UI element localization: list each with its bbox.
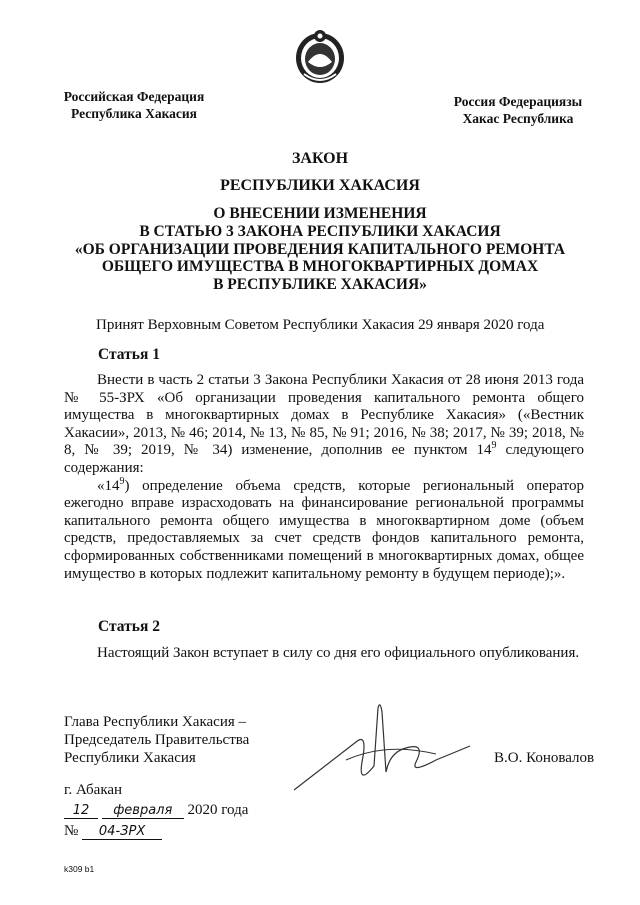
header-left bbox=[60, 88, 208, 122]
law-title-line1: ЗАКОН bbox=[291, 150, 349, 167]
subject-line4: ОБЩЕГО ИМУЩЕСТВА В МНОГОКВАРТИРНЫХ ДОМАХ bbox=[101, 258, 539, 276]
subject-line3: «ОБ ОРГАНИЗАЦИИ ПРОВЕДЕНИЯ КАПИТАЛЬНОГО РЕМОНТА bbox=[74, 240, 566, 258]
header-right-line2: Хакас Республика bbox=[462, 111, 574, 126]
handwritten-signature bbox=[286, 702, 476, 798]
subject-line5: В РЕСПУБЛИКЕ ХАКАСИЯ» bbox=[213, 276, 427, 294]
article1-title: Статья 1 bbox=[98, 346, 160, 363]
law-subject bbox=[0, 205, 640, 294]
article1-para1-text: Внести в часть 2 статьи 3 Закона Республики Хакасия от 28 июня 2013 года № 55-ЗРХ «Об организации проведения капитального ремонта общего имущества в многоквартирных домах в Республике Хакасия» («Вестник Хакасии», 2013, № 46; 2014, № 13, № 85, № 91; 2016, № 38; 2017, № 39; 2018, № 8, № 39; 2019, № 34) изменение, дополнив ее пунктом 14 bbox=[64, 372, 584, 459]
signatory-name: В.О. Коновалов bbox=[494, 750, 595, 766]
header-left-line1: Российская Федерация bbox=[63, 89, 205, 104]
date-day: 12 bbox=[64, 803, 98, 819]
law-title-line2: РЕСПУБЛИКИ ХАКАСИЯ bbox=[220, 177, 420, 194]
article1-para2-sup: 9 bbox=[119, 475, 125, 487]
number-line bbox=[64, 823, 162, 840]
adoption-note: Принят Верховным Советом Республики Хакасия 29 января 2020 года bbox=[96, 317, 545, 333]
article2-text: Настоящий Закон вступает в силу со дня его официального опубликования. bbox=[97, 645, 580, 661]
position-line3: Республики Хакасия bbox=[64, 750, 196, 766]
article1-body bbox=[64, 372, 584, 583]
law-number: 04-ЗРХ bbox=[82, 824, 162, 840]
position-line2: Председатель Правительства bbox=[64, 732, 250, 748]
article1-para1-text-end: следующего содержания: bbox=[64, 442, 584, 476]
footer-code: k309 b1 bbox=[64, 864, 95, 874]
emblem-icon bbox=[294, 28, 346, 84]
article1-para2-text: ) определение объема средств, которые региональный оператор ежегодно вправе израсходовать на финансирование региональной программы капитального ремонта общего имущества в многоквартирном доме (объем средств, предоставляемых за счет средств фондов капитального ремонта, сформированных собственниками помещений в многоквартирных домах, общее имущество в которых подлежит капитальному ремонту в будущем периоде);». bbox=[64, 477, 584, 582]
city: г. Абакан bbox=[64, 782, 123, 798]
subject-line2: В СТАТЬЮ 3 ЗАКОНА РЕСПУБЛИКИ ХАКАСИЯ bbox=[139, 222, 501, 240]
subject-line1: О ВНЕСЕНИИ ИЗМЕНЕНИЯ bbox=[213, 205, 427, 222]
date-month: февраля bbox=[102, 803, 184, 819]
date-year: 2020 года bbox=[187, 802, 249, 818]
header-right bbox=[448, 93, 588, 127]
article1-para2 bbox=[64, 475, 584, 584]
article1-para1 bbox=[64, 372, 584, 478]
article2-title: Статья 2 bbox=[98, 618, 160, 635]
signatory-position bbox=[64, 713, 249, 767]
article1-para1-sup: 9 bbox=[491, 440, 497, 452]
header-right-line1: Россия Федерациязы bbox=[453, 94, 583, 109]
number-label: № bbox=[64, 823, 79, 839]
header-left-line2: Республика Хакасия bbox=[71, 106, 197, 121]
law-title bbox=[0, 149, 640, 196]
article1-para2-open: «14 bbox=[97, 477, 120, 494]
position-line1: Глава Республики Хакасия – bbox=[64, 714, 247, 730]
date-line bbox=[64, 802, 248, 819]
